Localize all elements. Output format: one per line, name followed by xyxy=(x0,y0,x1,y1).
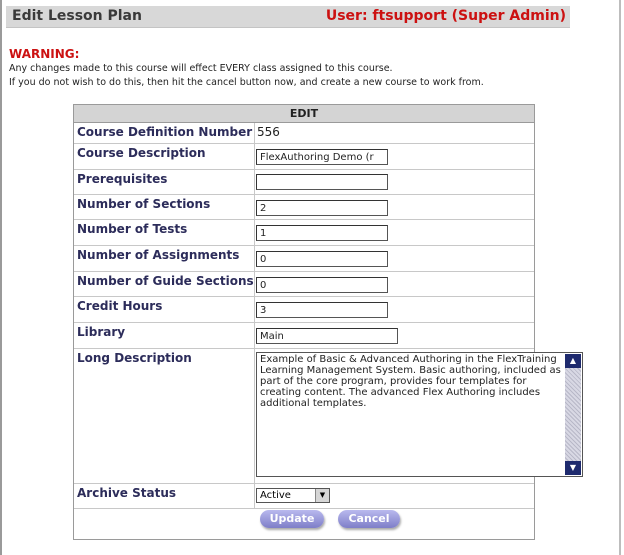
course-description-input[interactable]: FlexAuthoring Demo (r xyxy=(256,149,388,165)
long-description-scrollbar[interactable] xyxy=(565,354,581,475)
window-left-border xyxy=(0,0,2,555)
row-course-description xyxy=(74,144,534,170)
number-of-guide-sections-label: Number of Guide Sections xyxy=(77,274,254,288)
warning-line-1: Any changes made to this course will effect EVERY class assigned to this course. xyxy=(9,63,393,74)
archive-status-select[interactable] xyxy=(256,488,330,503)
update-button[interactable]: Update xyxy=(260,510,324,528)
edit-form xyxy=(73,104,577,540)
row-number-of-sections xyxy=(74,195,534,220)
row-long-description xyxy=(74,349,577,484)
row-number-of-guide-sections xyxy=(74,272,534,297)
credit-hours-label: Credit Hours xyxy=(77,299,163,313)
number-of-guide-sections-input[interactable]: 0 xyxy=(256,277,388,293)
row-number-of-assignments xyxy=(74,246,534,272)
row-course-definition-number xyxy=(74,123,534,144)
prerequisites-input[interactable] xyxy=(256,174,388,190)
warning-line-2: If you do not wish to do this, then hit the cancel button now, and create a new course to work from. xyxy=(9,77,484,88)
archive-status-value: Active xyxy=(260,490,291,501)
row-library xyxy=(74,323,534,349)
number-of-assignments-label: Number of Assignments xyxy=(77,248,240,262)
user-badge: User: ftsupport (Super Admin) xyxy=(325,8,566,24)
scroll-down-icon[interactable]: ▼ xyxy=(565,461,581,475)
page-title: Edit Lesson Plan xyxy=(12,8,142,24)
window-right-border xyxy=(619,0,621,555)
page-header xyxy=(6,6,570,28)
row-archive-status xyxy=(74,484,534,509)
course-definition-number-label: Course Definition Number xyxy=(77,125,253,139)
library-label: Library xyxy=(77,325,126,339)
row-number-of-tests xyxy=(74,220,534,246)
chevron-down-icon[interactable]: ▼ xyxy=(315,489,329,502)
library-input[interactable]: Main xyxy=(256,328,398,344)
prerequisites-label: Prerequisites xyxy=(77,172,168,186)
scroll-up-icon[interactable]: ▲ xyxy=(565,354,581,368)
row-prerequisites xyxy=(74,170,534,195)
number-of-tests-input[interactable]: 1 xyxy=(256,225,388,241)
course-definition-number-value: 556 xyxy=(257,125,280,139)
number-of-assignments-input[interactable]: 0 xyxy=(256,251,388,267)
number-of-sections-label: Number of Sections xyxy=(77,197,211,211)
long-description-text: Example of Basic & Advanced Authoring in the FlexTraining Learning Management System. Basic authoring, included as part of the core program, provides four templates for creating content. The advanced Flex Authoring includes additional templates. xyxy=(260,354,561,409)
course-description-label: Course Description xyxy=(77,146,206,160)
form-heading: EDIT xyxy=(74,105,534,123)
cancel-button[interactable]: Cancel xyxy=(338,510,400,528)
row-credit-hours xyxy=(74,297,534,323)
credit-hours-input[interactable]: 3 xyxy=(256,302,388,318)
warning-title: WARNING: xyxy=(9,47,80,61)
long-description-textarea[interactable] xyxy=(256,352,583,477)
archive-status-label: Archive Status xyxy=(77,486,177,500)
long-description-label: Long Description xyxy=(77,351,192,365)
number-of-sections-input[interactable]: 2 xyxy=(256,200,388,216)
number-of-tests-label: Number of Tests xyxy=(77,222,188,236)
